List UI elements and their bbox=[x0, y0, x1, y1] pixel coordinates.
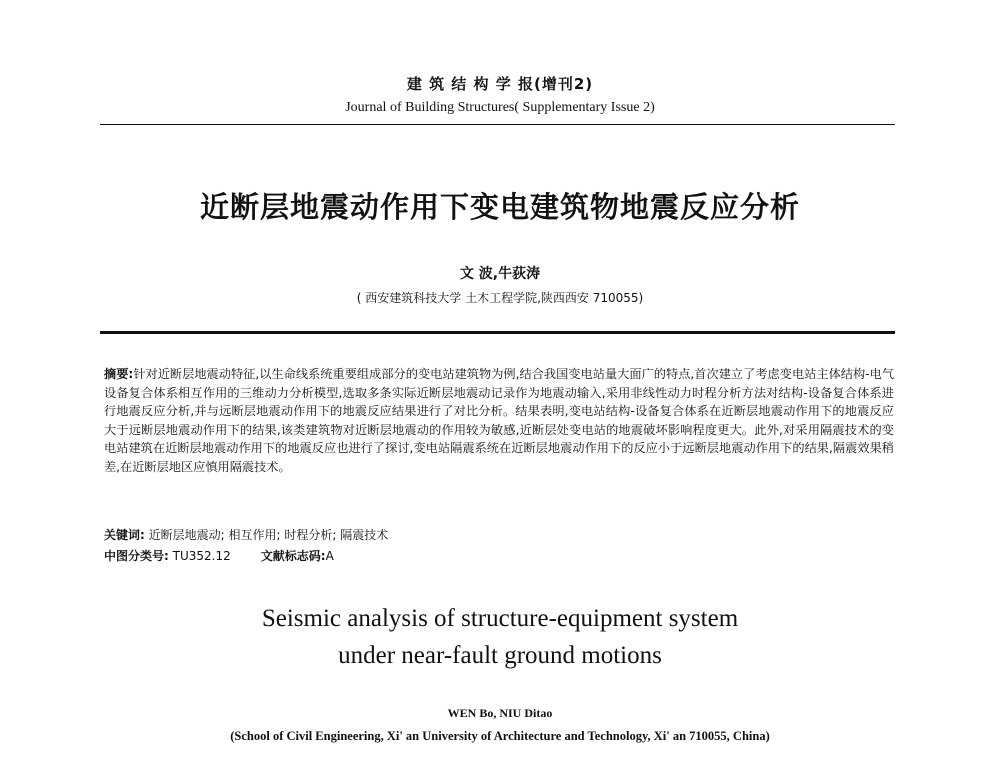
title-en-line-1: Seismic analysis of structure-equipment system bbox=[261, 605, 739, 632]
doc-code-value: A bbox=[325, 549, 334, 563]
abstract-cn bbox=[104, 365, 894, 477]
journal-name-cn: 建 筑 结 构 学 报(增刊2) bbox=[406, 75, 594, 93]
header-divider bbox=[100, 124, 895, 125]
abstract-text: 针对近断层地震动特征,以生命线系统重要组成部分的变电站建筑物为例,结合我国变电站量大面广的特点,首次建立了考虑变电站主体结构-电气设备复合体系相互作用的三维动力分析模型,选取多条实际近断层地震动记录作为地震动输入,采用非线性动力时程分析方法对结构-设备复合体系进行地震反应分析,并与远断层地震动作用下的地震反应结果进行了对比分析。结果表明,变电站结构-设备复合体系在近断层地震动作用下的地震反应大于远断层地震动作用下的结果,该类建筑物对近断层地震动的作用较为敏感,近断层处变电站的地震破坏影响程度更大。此外,对采用隔震技术的变电站建筑在近断层地震动作用下的地震反应也进行了探讨,变电站隔震系统在近断层地震动作用下的反应小于远断层地震动作用下的结果,隔震效果稍差,在近断层地区应慎用隔震技术。 bbox=[104, 367, 894, 474]
classification-row bbox=[104, 547, 334, 564]
keywords-label: 关键词: bbox=[104, 528, 145, 542]
affiliation-cn: ( 西安建筑科技大学 土木工程学院,陕西西安 710055) bbox=[356, 291, 644, 305]
keywords-value: 近断层地震动; 相互作用; 时程分析; 隔震技术 bbox=[148, 528, 389, 542]
affiliation-en: (School of Civil Engineering, Xi' an University of Architecture and Technology, Xi' an 710055, China) bbox=[230, 729, 770, 743]
clc-label: 中图分类号: bbox=[104, 549, 169, 563]
authors-en: WEN Bo, NIU Ditao bbox=[447, 706, 553, 720]
keywords-row bbox=[104, 526, 388, 543]
abstract-label: 摘要: bbox=[104, 367, 134, 381]
abstract-divider bbox=[100, 331, 895, 334]
clc-value: TU352.12 bbox=[172, 549, 231, 563]
journal-name-en: Journal of Building Structures( Supplementary Issue 2) bbox=[345, 100, 655, 115]
title-en-line-2: under near-fault ground motions bbox=[338, 642, 662, 669]
article-title-en bbox=[0, 600, 1000, 674]
article-title-cn: 近断层地震动作用下变电建筑物地震反应分析 bbox=[199, 190, 800, 224]
doc-code-label: 文献标志码: bbox=[260, 549, 326, 563]
authors-cn: 文 波,牛荻涛 bbox=[459, 266, 541, 282]
